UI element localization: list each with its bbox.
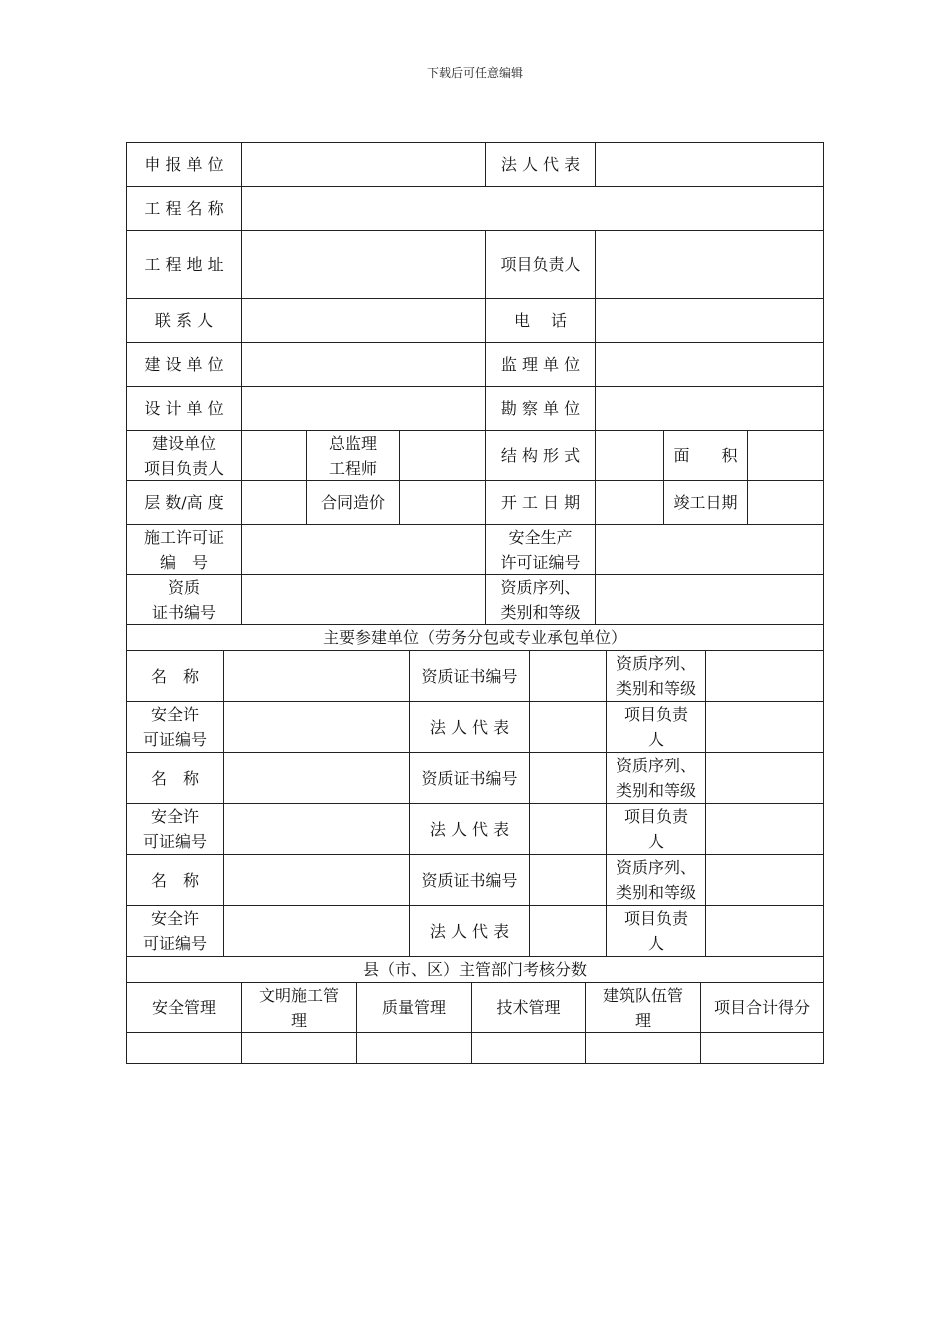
participant-1-name-label: 名 称 (127, 651, 224, 702)
project-address-field[interactable] (242, 231, 486, 299)
safety-permit-label: 安全生产 许可证编号 (486, 525, 596, 575)
chief-supervisor-field[interactable] (400, 431, 486, 481)
builder-field[interactable] (242, 343, 486, 387)
participant-2-safety-permit-field[interactable] (224, 804, 410, 855)
participant-2-legal-rep-field[interactable] (530, 804, 607, 855)
contact-label: 联 系 人 (127, 299, 242, 343)
designer-label: 设 计 单 位 (127, 387, 242, 431)
builder-manager-field[interactable] (242, 431, 307, 481)
participant-2-qual-cert-label: 资质证书编号 (410, 753, 530, 804)
assessment-col-civilized: 文明施工管 理 (242, 983, 357, 1033)
participant-3-name-label: 名 称 (127, 855, 224, 906)
structure-label: 结 构 形 式 (486, 431, 596, 481)
participant-3-manager-label: 项目负责 人 (607, 906, 706, 957)
area-field[interactable] (748, 431, 823, 481)
builder-label: 建 设 单 位 (127, 343, 242, 387)
completion-date-field[interactable] (748, 481, 823, 525)
safety-permit-field[interactable] (596, 525, 823, 575)
assessment-col-quality: 质量管理 (357, 983, 472, 1033)
assessment-section-title: 县（市、区）主管部门考核分数 (127, 957, 823, 983)
participant-1-qual-cert-field[interactable] (530, 651, 607, 702)
surveyor-label: 勘 察 单 位 (486, 387, 596, 431)
assessment-col-team: 建筑队伍管 理 (586, 983, 701, 1033)
header-note: 下载后可任意编辑 (426, 66, 523, 80)
floors-height-label: 层 数/高 度 (127, 481, 242, 525)
participant-2-manager-label: 项目负责 人 (607, 804, 706, 855)
application-form-table (126, 142, 824, 1064)
project-manager-label: 项目负责人 (486, 231, 596, 299)
construction-permit-field[interactable] (242, 525, 486, 575)
participant-3-qual-cert-label: 资质证书编号 (410, 855, 530, 906)
participant-2-qual-seq-label: 资质序列、 类别和等级 (607, 753, 706, 804)
participant-1-qual-cert-label: 资质证书编号 (410, 651, 530, 702)
applicant-field[interactable] (242, 143, 486, 187)
project-address-label: 工 程 地 址 (127, 231, 242, 299)
contract-price-field[interactable] (400, 481, 486, 525)
participant-2-legal-rep-label: 法 人 代 表 (410, 804, 530, 855)
phone-label: 电 话 (486, 299, 596, 343)
legal-rep-label: 法 人 代 表 (486, 143, 596, 187)
participant-1-legal-rep-field[interactable] (530, 702, 607, 753)
assessment-score-safety[interactable] (127, 1033, 242, 1063)
participant-3-legal-rep-label: 法 人 代 表 (410, 906, 530, 957)
construction-permit-label: 施工许可证 编 号 (127, 525, 242, 575)
project-name-field[interactable] (242, 187, 823, 231)
participant-2-name-field[interactable] (224, 753, 410, 804)
qualification-seq-label: 资质序列、 类别和等级 (486, 575, 596, 625)
qualification-seq-field[interactable] (596, 575, 823, 625)
participant-2-safety-permit-label: 安全许 可证编号 (127, 804, 224, 855)
participant-1-safety-permit-field[interactable] (224, 702, 410, 753)
assessment-score-total[interactable] (701, 1033, 823, 1063)
participant-2-qual-cert-field[interactable] (530, 753, 607, 804)
participant-1-manager-label: 项目负责 人 (607, 702, 706, 753)
project-name-label: 工 程 名 称 (127, 187, 242, 231)
legal-rep-field[interactable] (596, 143, 823, 187)
project-manager-field[interactable] (596, 231, 823, 299)
participant-1-manager-field[interactable] (706, 702, 823, 753)
assessment-score-civilized[interactable] (242, 1033, 357, 1063)
assessment-score-technical[interactable] (472, 1033, 586, 1063)
start-date-field[interactable] (596, 481, 664, 525)
assessment-score-quality[interactable] (357, 1033, 472, 1063)
qualification-cert-field[interactable] (242, 575, 486, 625)
builder-manager-label: 建设单位 项目负责人 (127, 431, 242, 481)
participant-3-safety-permit-field[interactable] (224, 906, 410, 957)
structure-field[interactable] (596, 431, 664, 481)
start-date-label: 开 工 日 期 (486, 481, 596, 525)
participant-3-safety-permit-label: 安全许 可证编号 (127, 906, 224, 957)
surveyor-field[interactable] (596, 387, 823, 431)
assessment-score-team[interactable] (586, 1033, 701, 1063)
assessment-col-safety: 安全管理 (127, 983, 242, 1033)
contract-price-label: 合同造价 (307, 481, 400, 525)
participant-1-legal-rep-label: 法 人 代 表 (410, 702, 530, 753)
participant-3-qual-seq-label: 资质序列、 类别和等级 (607, 855, 706, 906)
floors-height-field[interactable] (242, 481, 307, 525)
participant-1-safety-permit-label: 安全许 可证编号 (127, 702, 224, 753)
assessment-col-total: 项目合计得分 (701, 983, 823, 1033)
participants-section-title: 主要参建单位（劳务分包或专业承包单位） (127, 625, 823, 651)
participant-3-name-field[interactable] (224, 855, 410, 906)
area-label: 面 积 (664, 431, 748, 481)
participant-1-qual-seq-label: 资质序列、 类别和等级 (607, 651, 706, 702)
phone-field[interactable] (596, 299, 823, 343)
participant-2-qual-seq-field[interactable] (706, 753, 823, 804)
participant-1-qual-seq-field[interactable] (706, 651, 823, 702)
contact-field[interactable] (242, 299, 486, 343)
participant-2-manager-field[interactable] (706, 804, 823, 855)
participant-3-manager-field[interactable] (706, 906, 823, 957)
completion-date-label: 竣工日期 (664, 481, 748, 525)
chief-supervisor-label: 总监理 工程师 (307, 431, 400, 481)
assessment-col-technical: 技术管理 (472, 983, 586, 1033)
applicant-label: 申 报 单 位 (127, 143, 242, 187)
designer-field[interactable] (242, 387, 486, 431)
participant-3-qual-seq-field[interactable] (706, 855, 823, 906)
participant-1-name-field[interactable] (224, 651, 410, 702)
qualification-cert-label: 资质 证书编号 (127, 575, 242, 625)
supervisor-field[interactable] (596, 343, 823, 387)
participant-3-qual-cert-field[interactable] (530, 855, 607, 906)
supervisor-label: 监 理 单 位 (486, 343, 596, 387)
participant-3-legal-rep-field[interactable] (530, 906, 607, 957)
participant-2-name-label: 名 称 (127, 753, 224, 804)
